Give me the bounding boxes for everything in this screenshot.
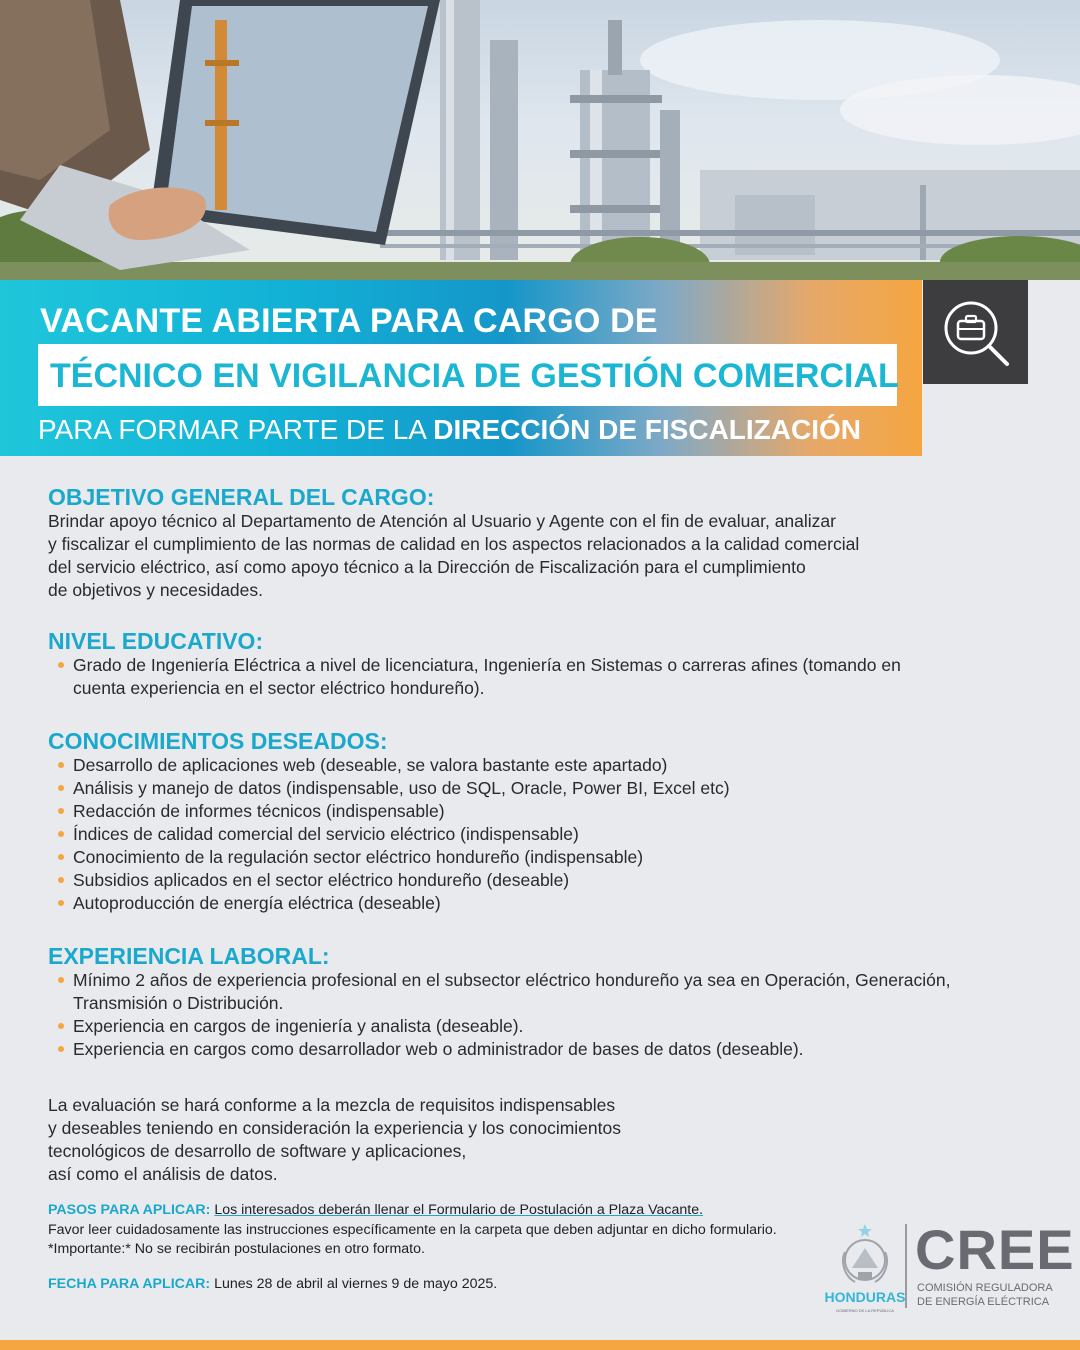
apply-date-label: FECHA PARA APLICAR: (48, 1276, 211, 1292)
cree-subtitle-line: DE ENERGÍA ELÉCTRICA (917, 1296, 1050, 1308)
banner-subheading-prefix: PARA FORMAR PARTE DE LA (38, 414, 426, 445)
objetivo-line: de objetivos y necesidades. (48, 580, 263, 600)
bottom-accent-bar (0, 1340, 1080, 1350)
honduras-wordmark: HONDURAS (824, 1289, 906, 1305)
evaluacion-line: La evaluación se hará conforme a la mezcla de requisitos indispensables (48, 1095, 616, 1115)
banner-subheading (38, 414, 861, 446)
cree-subtitle (917, 1281, 1053, 1309)
conocimiento-item: Análisis y manejo de datos (indispensable, uso de SQL, Oracle, Power BI, Excel etc) (48, 777, 1008, 800)
conocimientos-list (48, 754, 1008, 915)
conocimiento-item: Subsidios aplicados en el sector eléctrico hondureño (deseable) (48, 869, 1008, 892)
experiencia-item: Mínimo 2 años de experiencia profesional en el subsector eléctrico hondureño ya sea en Operación, Generación, Transmisión o Distribución. (48, 969, 983, 1015)
apply-label: PASOS PARA APLICAR: (48, 1202, 211, 1218)
title-banner (0, 280, 922, 456)
banner-subheading-direction: DIRECCIÓN DE FISCALIZACIÓN (433, 414, 861, 445)
conocimientos-title: CONOCIMIENTOS DESEADOS: (48, 728, 388, 754)
job-description (48, 484, 1008, 1186)
experiencia-list (48, 969, 983, 1061)
cree-wordmark: CREE (915, 1218, 1075, 1281)
objetivo-text (48, 510, 1008, 602)
logo-divider (905, 1224, 907, 1308)
honduras-sub: GOBIERNO DE LA REPÚBLICA (836, 1308, 894, 1313)
experiencia-item: Experiencia en cargos de ingeniería y analista (deseable). (48, 1015, 983, 1038)
evaluacion-line: tecnológicos de desarrollo de software y aplicaciones, (48, 1141, 467, 1161)
honduras-logo (800, 1222, 930, 1314)
application-form-link[interactable]: Los interesados deberán llenar el Formulario de Postulación a Plaza Vacante. (214, 1202, 704, 1218)
experiencia-item: Experiencia en cargos como desarrollador web o administrador de bases de datos (deseable). (48, 1038, 983, 1061)
objetivo-line: Brindar apoyo técnico al Departamento de Atención al Usuario y Agente con el fin de evaluar, analizar (48, 511, 836, 531)
apply-steps (48, 1201, 808, 1260)
experiencia-title: EXPERIENCIA LABORAL: (48, 943, 330, 969)
nivel-list (48, 654, 918, 700)
apply-instructions: Favor leer cuidadosamente las instrucciones específicamente en la carpeta que deben adjuntar en dicho formulario. *Importante:* No se recibirán postulaciones en otro formato. (48, 1221, 777, 1257)
position-title: TÉCNICO EN VIGILANCIA DE GESTIÓN COMERCIAL (50, 357, 899, 395)
hero-image (0, 0, 1080, 280)
conocimiento-item: Autoproducción de energía eléctrica (deseable) (48, 892, 1008, 915)
apply-date-value: Lunes 28 de abril al viernes 9 de mayo 2025. (214, 1276, 498, 1292)
position-title-box (38, 344, 897, 406)
briefcase-search-icon (923, 280, 1028, 384)
apply-date (48, 1276, 497, 1292)
honduras-emblem-icon (800, 1222, 930, 1288)
briefcase-search-icon-box (923, 280, 1028, 384)
conocimiento-item: Desarrollo de aplicaciones web (deseable, se valora bastante este apartado) (48, 754, 1008, 777)
conocimiento-item: Conocimiento de la regulación sector eléctrico hondureño (indispensable) (48, 846, 1008, 869)
evaluacion-line: así como el análisis de datos. (48, 1164, 278, 1184)
nivel-item: Grado de Ingeniería Eléctrica a nivel de licenciatura, Ingeniería en Sistemas o carreras afines (tomando en cuenta experiencia en el sector eléctrico hondureño). (48, 654, 918, 700)
conocimiento-item: Redacción de informes técnicos (indispensable) (48, 800, 1008, 823)
objetivo-line: del servicio eléctrico, así como apoyo técnico a la Dirección de Fiscalización para el cumplimiento (48, 557, 806, 577)
objetivo-line: y fiscalizar el cumplimiento de las normas de calidad en los aspectos relacionados a la calidad comercial (48, 534, 860, 554)
nivel-title: NIVEL EDUCATIVO: (48, 628, 264, 654)
banner-heading: VACANTE ABIERTA PARA CARGO DE (40, 302, 658, 340)
conocimiento-item: Índices de calidad comercial del servicio eléctrico (indispensable) (48, 823, 1008, 846)
cree-logo (915, 1218, 1075, 1282)
refinery-illustration (0, 0, 1080, 280)
cree-subtitle-line: COMISIÓN REGULADORA (917, 1282, 1053, 1294)
evaluacion-line: y deseables teniendo en consideración la experiencia y los conocimientos (48, 1118, 621, 1138)
evaluacion-text (48, 1094, 1008, 1186)
objetivo-title: OBJETIVO GENERAL DEL CARGO: (48, 484, 435, 510)
